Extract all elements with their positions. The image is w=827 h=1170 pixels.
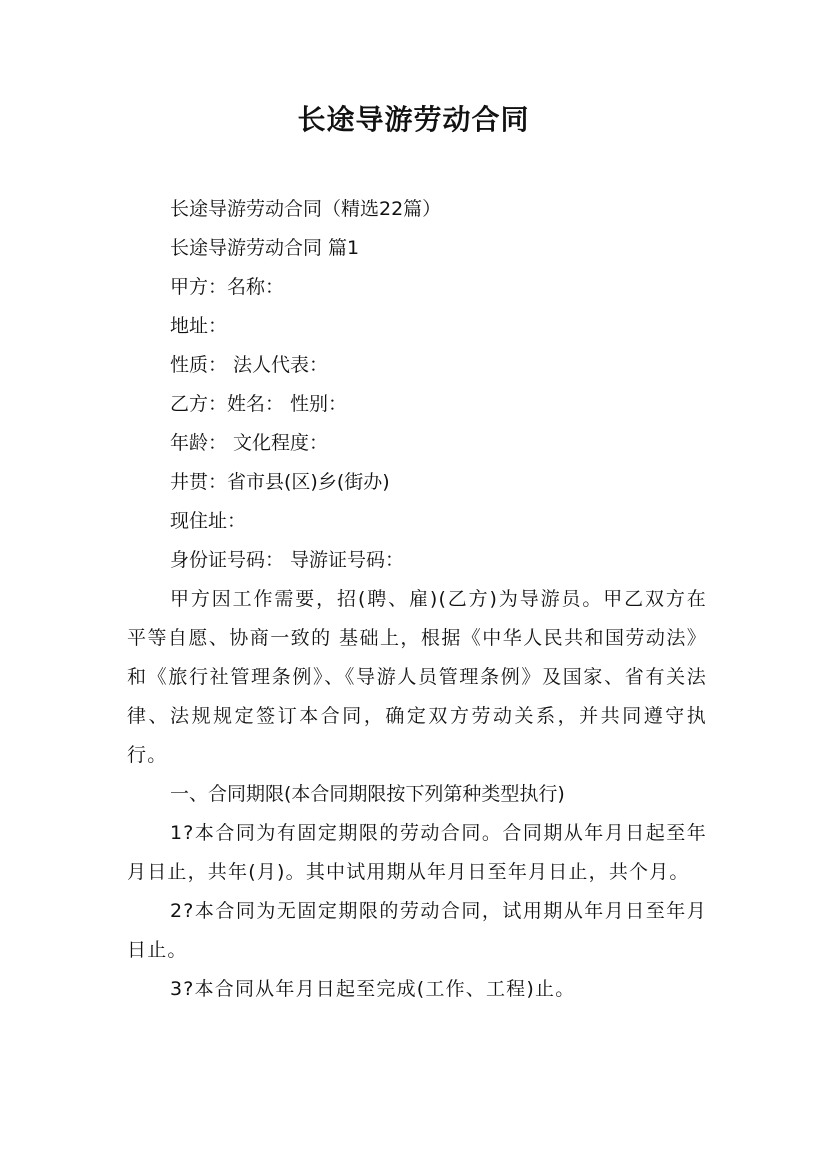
- document-line: 地址：: [170, 315, 228, 337]
- document-line: 乙方：姓名： 性别：: [170, 393, 348, 415]
- document-paragraph: 3?本合同从年月日起至完成(工作、工程)止。: [170, 978, 576, 1000]
- document-line: 甲方：名称：: [170, 276, 285, 298]
- document-body: [127, 190, 707, 1009]
- document-paragraph: 1?本合同为有固定期限的劳动合同。合同期从年月日起至年月日止，共年(月)。其中试用期从年月日至年月日止，共个月。: [127, 822, 707, 883]
- document-paragraph: 2?本合同为无固定期限的劳动合同，试用期从年月日至年月日止。: [127, 900, 707, 961]
- document-line: 井贯：省市县(区)乡(街办): [170, 471, 390, 493]
- document-line: 身份证号码： 导游证号码：: [170, 549, 405, 571]
- section-heading: 一、合同期限(本合同期限按下列第种类型执行): [170, 783, 565, 805]
- document-line: 性质： 法人代表：: [170, 354, 329, 376]
- document-line: 长途导游劳动合同（精选22篇）: [170, 198, 442, 220]
- document-line: 长途导游劳动合同 篇1: [170, 237, 360, 259]
- document-paragraph: 甲方因工作需要，招(聘、雇)(乙方)为导游员。甲乙双方在平等自愿、协商一致的 基础上，根据《中华人民共和国劳动法》和《旅行社管理条例》、《导游人员管理条例》及国家、省有关法律、法规规定签订本合同，确定双方劳动关系，并共同遵守执行。: [127, 588, 707, 766]
- document-title: 长途导游劳动合同: [297, 103, 530, 136]
- document-line: 年龄： 文化程度：: [170, 432, 329, 454]
- document-line: 现住址：: [170, 510, 247, 532]
